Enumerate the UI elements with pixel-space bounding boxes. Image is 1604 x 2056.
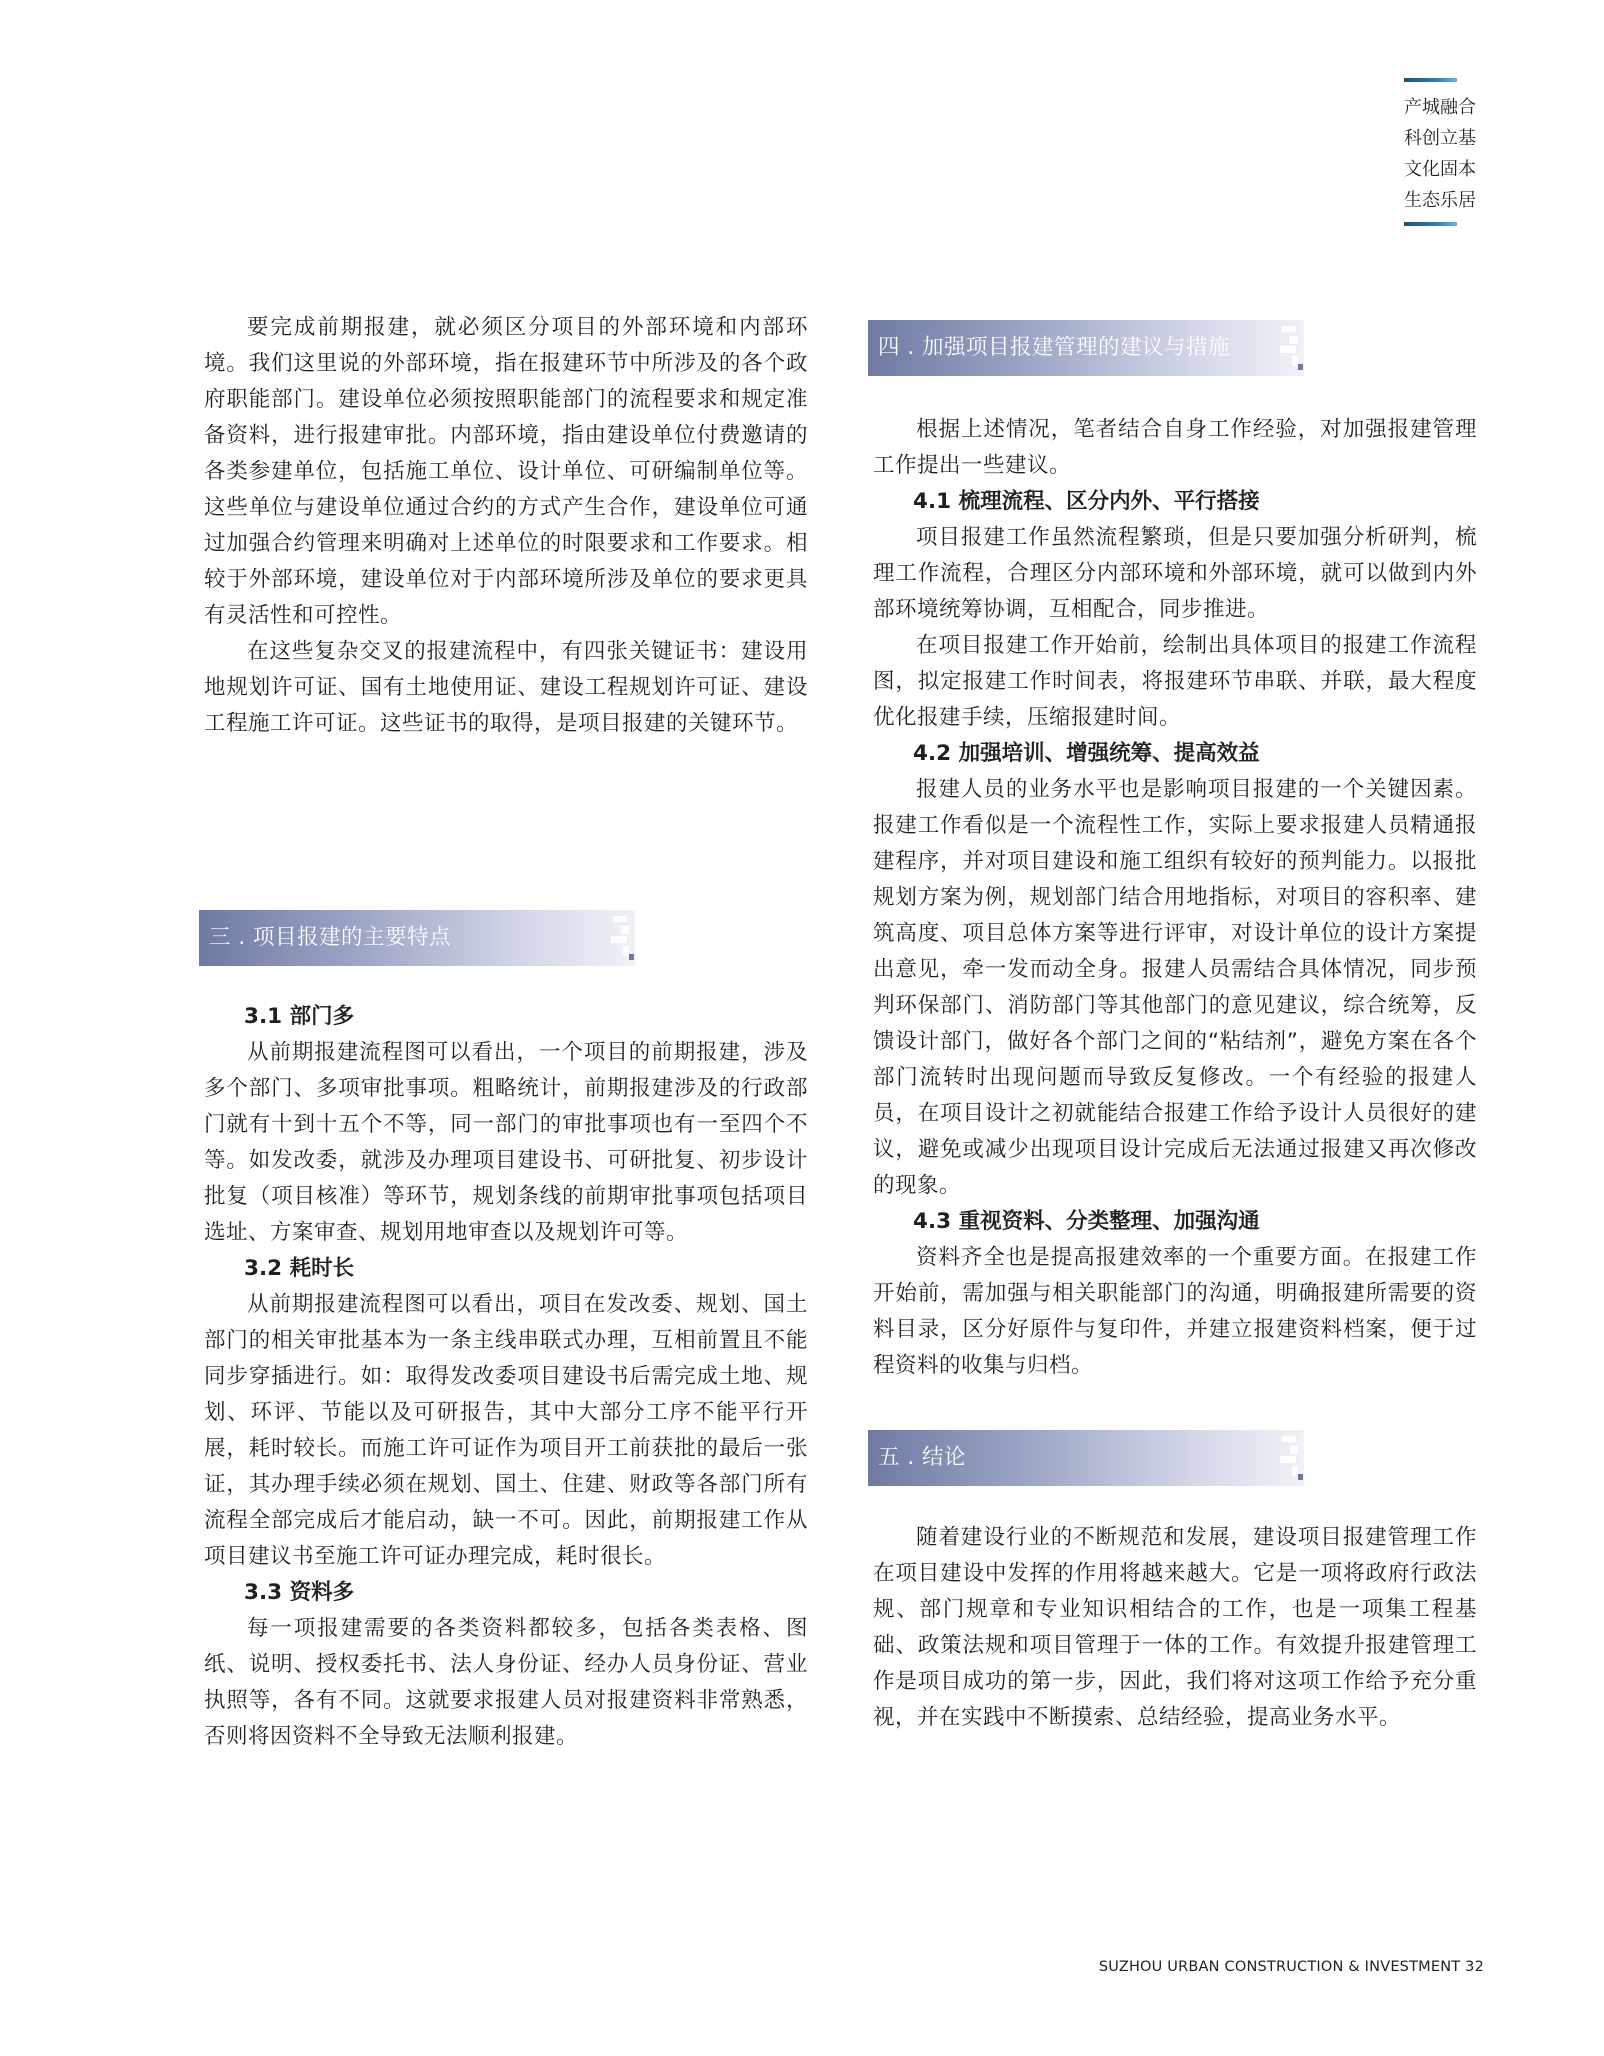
subsection-4-1-heading: 4.1 梳理流程、区分内外、平行搭接 (913, 489, 1260, 514)
tagline-bottom-bar (1404, 222, 1457, 226)
left-intro (204, 310, 808, 742)
subsection-3-1-paragraph: 从前期报建流程图可以看出，一个项目的前期报建，涉及多个部门、多项审批事项。粗略统计，前期报建涉及的行政部门就有十到十五个不等，同一部门的审批事项也有一至四个不等。如发改委，就涉及办理项目建设书、可研批复、初步设计批复（项目核准）等环节，规划条线的前期审批事项包括项目选址、方案审查、规划用地审查以及规划许可等。 (204, 1040, 808, 1245)
page-footer (1099, 1959, 1484, 1975)
section-deco-icon (1264, 320, 1304, 376)
left-intro-paragraph-2: 在这些复杂交叉的报建流程中，有四张关键证书：建设用地规划许可证、国有土地使用证、建设工程规划许可证、建设工程施工许可证。这些证书的取得，是项目报建的关键环节。 (204, 639, 808, 736)
tagline-line-4: 生态乐居 (1404, 190, 1476, 211)
subsection-4-1-paragraph-1: 项目报建工作虽然流程繁琐，但是只要加强分析研判，梳理工作流程，合理区分内部环境和外部环境，就可以做到内外部环境统筹协调，互相配合，同步推进。 (873, 525, 1477, 622)
subsection-4-3-heading: 4.3 重视资料、分类整理、加强沟通 (913, 1209, 1260, 1234)
section-5-title: 五 . 结论 (878, 1445, 967, 1470)
subsection-3-3-paragraph: 每一项报建需要的各类资料都较多，包括各类表格、图纸、说明、授权委托书、法人身份证、经办人员身份证、营业执照等，各有不同。这就要求报建人员对报建资料非常熟悉，否则将因资料不全导致无法顺利报建。 (204, 1616, 808, 1749)
section-4-header (868, 320, 1304, 376)
subsection-3-3-heading: 3.3 资料多 (244, 1580, 355, 1605)
page-number: 32 (1465, 1959, 1484, 1975)
left-section-3-body (204, 999, 808, 1755)
tagline (1404, 78, 1484, 226)
tagline-line-2: 科创立基 (1404, 128, 1476, 149)
section-deco-icon (1264, 1430, 1304, 1486)
subsection-3-1-heading: 3.1 部门多 (244, 1004, 355, 1029)
right-section-4-body (873, 412, 1477, 1384)
subsection-4-2-heading: 4.2 加强培训、增强统筹、提高效益 (913, 741, 1260, 766)
right-section-5-body (873, 1520, 1477, 1736)
section-3-title: 三 . 项目报建的主要特点 (209, 925, 452, 950)
subsection-3-2-paragraph: 从前期报建流程图可以看出，项目在发改委、规划、国土部门的相关审批基本为一条主线串联式办理，互相前置且不能同步穿插进行。如：取得发改委项目建设书后需完成土地、规划、环评、节能以及可研报告，其中大部分工序不能平行开展，耗时较长。而施工许可证作为项目开工前获批的最后一张证，其办理手续必须在规划、国土、住建、财政等各部门所有流程全部完成后才能启动，缺一不可。因此，前期报建工作从项目建议书至施工许可证办理完成，耗时很长。 (204, 1292, 808, 1569)
tagline-line-3: 文化固本 (1404, 159, 1476, 180)
section-3-header (199, 910, 635, 966)
subsection-3-2-heading: 3.2 耗时长 (244, 1256, 355, 1281)
tagline-top-bar (1404, 78, 1457, 82)
section-4-title: 四 . 加强项目报建管理的建议与措施 (878, 335, 1231, 360)
subsection-4-1-paragraph-2: 在项目报建工作开始前，绘制出具体项目的报建工作流程图，拟定报建工作时间表，将报建环节串联、并联，最大程度优化报建手续，压缩报建时间。 (873, 633, 1477, 730)
subsection-4-3-paragraph: 资料齐全也是提高报建效率的一个重要方面。在报建工作开始前，需加强与相关职能部门的沟通，明确报建所需要的资料目录，区分好原件与复印件，并建立报建资料档案，便于过程资料的收集与归档。 (873, 1245, 1477, 1378)
left-intro-paragraph-1: 要完成前期报建，就必须区分项目的外部环境和内部环境。我们这里说的外部环境，指在报建环节中所涉及的各个政府职能部门。建设单位必须按照职能部门的流程要求和规定准备资料，进行报建审批。内部环境，指由建设单位付费邀请的各类参建单位，包括施工单位、设计单位、可研编制单位等。这些单位与建设单位通过合约的方式产生合作，建设单位可通过加强合约管理来明确对上述单位的时限要求和工作要求。相较于外部环境，建设单位对于内部环境所涉及单位的要求更具有灵活性和可控性。 (204, 315, 808, 628)
section-4-intro: 根据上述情况，笔者结合自身工作经验，对加强报建管理工作提出一些建议。 (873, 417, 1477, 478)
publication-name: SUZHOU URBAN CONSTRUCTION & INVESTMENT (1098, 1959, 1461, 1975)
section-5-header (868, 1430, 1304, 1486)
section-deco-icon (595, 910, 635, 966)
subsection-4-2-paragraph: 报建人员的业务水平也是影响项目报建的一个关键因素。报建工作看似是一个流程性工作，实际上要求报建人员精通报建程序，并对项目建设和施工组织有较好的预判能力。以报批规划方案为例，规划部门结合用地指标，对项目的容积率、建筑高度、项目总体方案等进行评审，对设计单位的设计方案提出意见，牵一发而动全身。报建人员需结合具体情况，同步预判环保部门、消防部门等其他部门的意见建议，综合统筹，反馈设计部门，做好各个部门之间的“粘结剂”，避免方案在各个部门流转时出现问题而导致反复修改。一个有经验的报建人员，在项目设计之初就能结合报建工作给予设计人员很好的建议，避免或减少出现项目设计完成后无法通过报建又再次修改的现象。 (873, 777, 1477, 1198)
tagline-line-1: 产城融合 (1404, 97, 1476, 118)
section-5-paragraph: 随着建设行业的不断规范和发展，建设项目报建管理工作在项目建设中发挥的作用将越来越大。它是一项将政府行政法规、部门规章和专业知识相结合的工作，也是一项集工程基础、政策法规和项目管理于一体的工作。有效提升报建管理工作是项目成功的第一步，因此，我们将对这项工作给予充分重视，并在实践中不断摸索、总结经验，提高业务水平。 (873, 1525, 1477, 1730)
